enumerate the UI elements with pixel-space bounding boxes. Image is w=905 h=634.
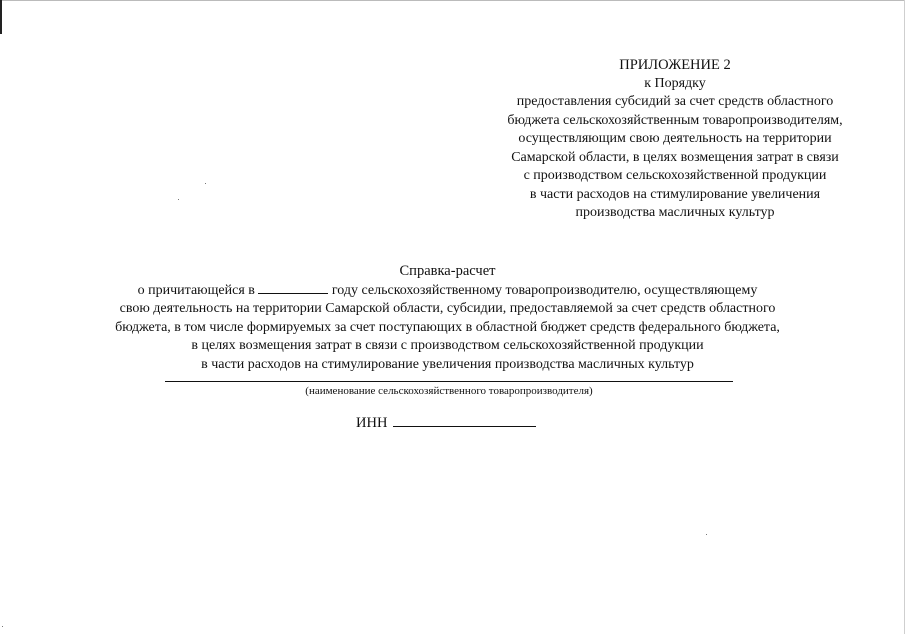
appendix-line: в части расходов на стимулирование увеличения (529, 186, 821, 202)
appendix-title: ПРИЛОЖЕНИЕ 2 (619, 57, 731, 73)
inn-row (356, 414, 536, 432)
inn-label: ИНН (356, 415, 388, 431)
form-title-block (40, 262, 855, 375)
appendix-line: с производством сельскохозяйственной продукции (523, 168, 827, 183)
appendix-line: Самарской области, в целях возмещения затрат в связи (511, 149, 839, 165)
producer-name-caption: (наименование сельскохозяйственного товаропроизводителя) (305, 385, 593, 397)
scan-speck (2, 626, 3, 627)
year-blank-field[interactable] (258, 281, 328, 294)
form-title-line (40, 281, 855, 301)
form-title-line: в целях возмещения затрат в связи с производством сельскохозяйственной продукции (191, 338, 704, 354)
appendix-line: к Порядку (644, 75, 706, 91)
appendix-line: осуществляющим свою деятельность на территории (518, 131, 832, 146)
appendix-line: производства масличных культур (575, 205, 775, 220)
form-title: Справка-расчет (399, 263, 496, 279)
form-title-line: в части расходов на стимулирование увеличения производства масличных культур (201, 356, 694, 372)
scan-speck (205, 183, 206, 184)
form-title-line: бюджета, в том числе формируемых за счет поступающих в областной бюджет средств федерального бюджета, (115, 319, 780, 335)
scan-speck (178, 199, 179, 200)
producer-name-field[interactable] (165, 381, 733, 382)
year-prefix: о причитающейся в (137, 282, 255, 298)
appendix-header (470, 56, 880, 223)
scan-edge-top (0, 0, 905, 1)
year-suffix: году сельскохозяйственному товаропроизводителю, осуществляющему (331, 282, 758, 298)
scan-edge-left (0, 0, 2, 34)
scan-speck (706, 534, 707, 535)
form-title-line: свою деятельность на территории Самарской области, субсидии, предоставляемой за счет средств областного (119, 301, 776, 317)
appendix-line: бюджета сельскохозяйственным товаропроизводителям, (507, 112, 843, 128)
inn-blank-field[interactable] (393, 414, 536, 427)
appendix-line: предоставления субсидий за счет средств областного (516, 94, 834, 109)
